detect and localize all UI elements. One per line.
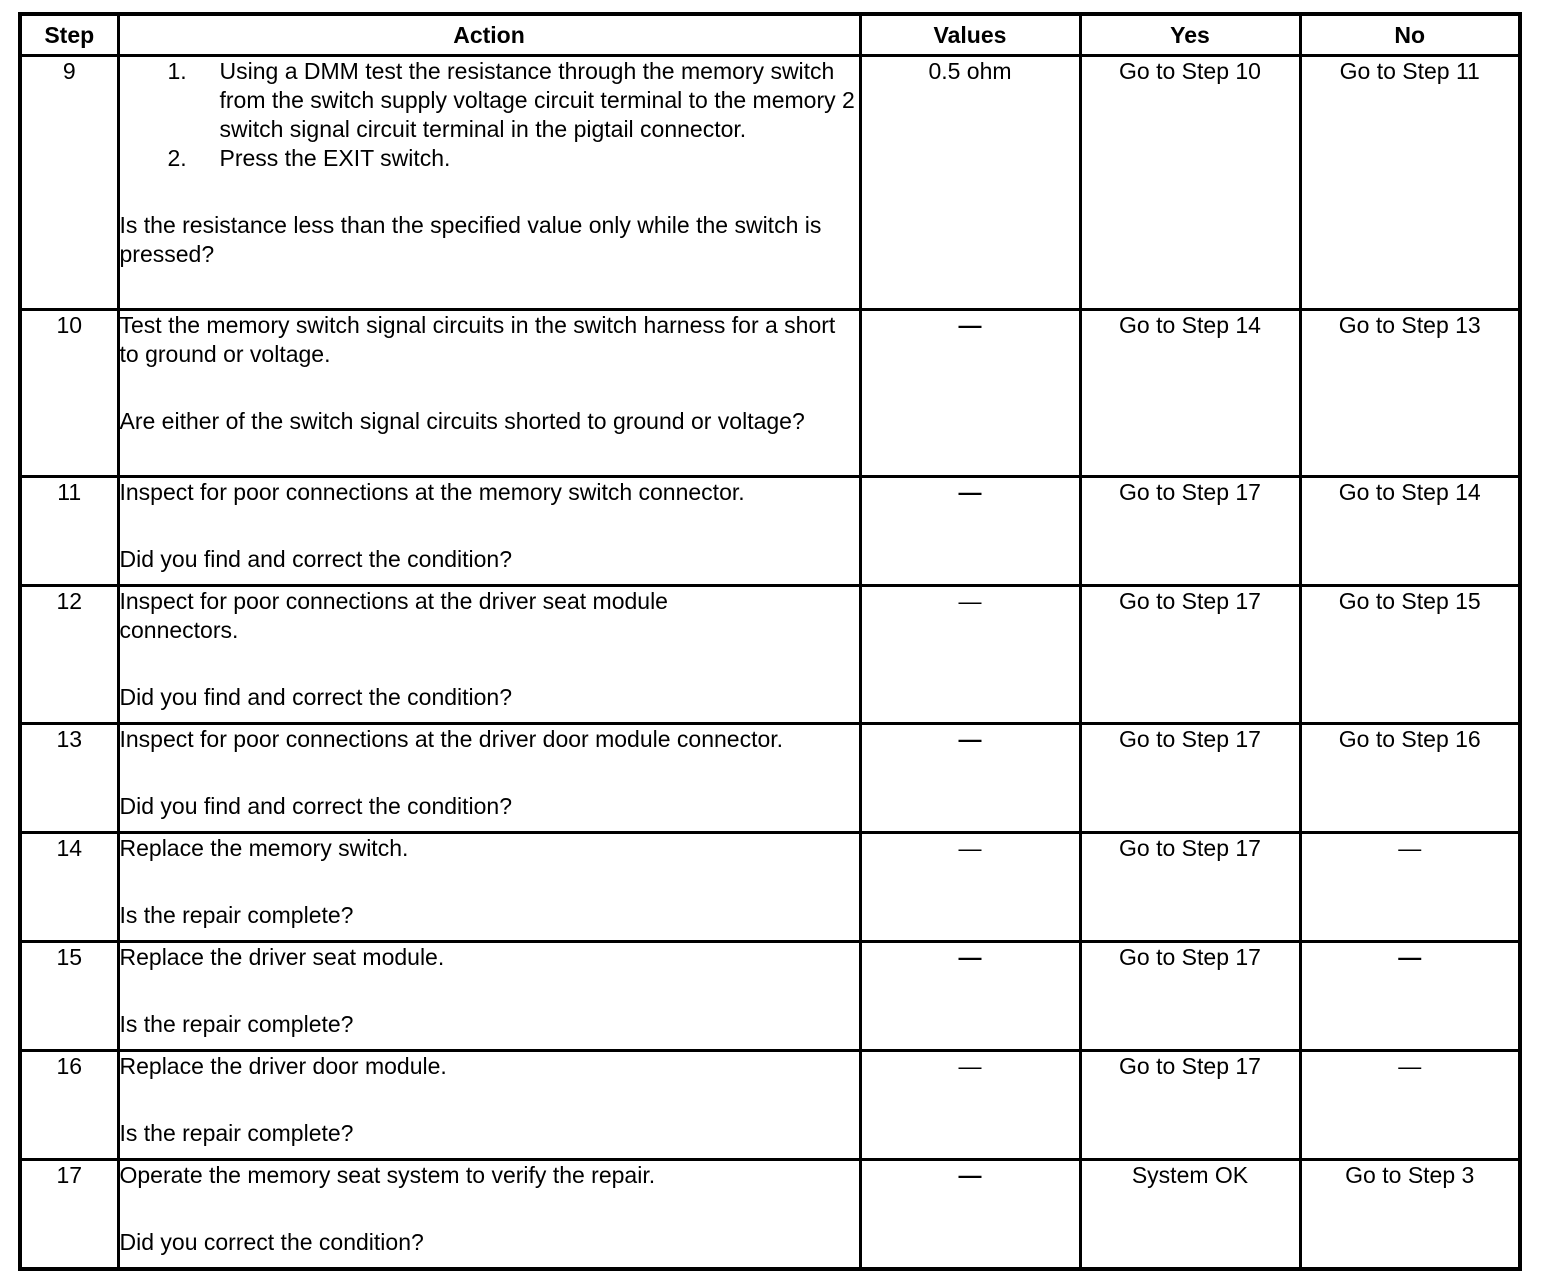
- action-text: Replace the driver seat module.: [119, 944, 445, 970]
- value-cell: —: [860, 477, 1080, 586]
- yes-cell: Go to Step 10: [1080, 56, 1300, 310]
- action-cell: [118, 56, 860, 310]
- no-cell: Go to Step 11: [1300, 56, 1520, 310]
- step-number: 17: [20, 1160, 118, 1269]
- value-cell: —: [860, 1160, 1080, 1269]
- action-question: Did you correct the condition?: [119, 1229, 424, 1255]
- yes-cell: Go to Step 17: [1080, 833, 1300, 942]
- list-item: [120, 57, 859, 144]
- action-question: Did you find and correct the condition?: [119, 546, 513, 572]
- action-text: Replace the memory switch.: [119, 835, 409, 861]
- step-number: 10: [20, 310, 118, 477]
- list-item: [120, 144, 859, 173]
- action-question: Is the resistance less than the specified value only while the switch is pressed?: [119, 212, 822, 267]
- step-number: 11: [20, 477, 118, 586]
- value-cell: 0.5 ohm: [860, 56, 1080, 310]
- value-cell: —: [860, 586, 1080, 724]
- action-steps-list: [120, 57, 859, 173]
- step-number: 15: [20, 942, 118, 1051]
- header-yes: Yes: [1080, 14, 1300, 56]
- yes-cell: Go to Step 14: [1080, 310, 1300, 477]
- table-row: [20, 724, 1520, 833]
- action-text: Inspect for poor connections at the driver door module connector.: [119, 726, 784, 752]
- list-item-text: Press the EXIT switch.: [219, 145, 451, 171]
- yes-cell: Go to Step 17: [1080, 477, 1300, 586]
- action-question: Is the repair complete?: [119, 902, 354, 928]
- action-text: Replace the driver door module.: [119, 1053, 447, 1079]
- no-cell: Go to Step 15: [1300, 586, 1520, 724]
- no-cell: Go to Step 14: [1300, 477, 1520, 586]
- action-cell: [118, 724, 860, 833]
- action-cell: [118, 942, 860, 1051]
- table-row: [20, 310, 1520, 477]
- table-row: [20, 56, 1520, 310]
- action-text: Inspect for poor connections at the driver seat module connectors.: [119, 588, 668, 643]
- table-row: [20, 942, 1520, 1051]
- yes-cell: Go to Step 17: [1080, 724, 1300, 833]
- action-question: Did you find and correct the condition?: [119, 684, 513, 710]
- value-cell: —: [860, 942, 1080, 1051]
- table-row: [20, 1051, 1520, 1160]
- step-number: 13: [20, 724, 118, 833]
- table-row: [20, 833, 1520, 942]
- step-number: 12: [20, 586, 118, 724]
- action-question: Is the repair complete?: [119, 1120, 354, 1146]
- no-cell: Go to Step 13: [1300, 310, 1520, 477]
- table-row: [20, 1160, 1520, 1269]
- action-question: Is the repair complete?: [119, 1011, 354, 1037]
- action-text: Inspect for poor connections at the memory switch connector.: [119, 479, 745, 505]
- value-cell: —: [860, 1051, 1080, 1160]
- step-number: 16: [20, 1051, 118, 1160]
- action-text: Operate the memory seat system to verify the repair.: [119, 1162, 656, 1188]
- diagnostic-table: [18, 12, 1522, 1271]
- yes-cell: Go to Step 17: [1080, 942, 1300, 1051]
- action-question: Did you find and correct the condition?: [119, 793, 513, 819]
- action-cell: [118, 1051, 860, 1160]
- table-row: [20, 477, 1520, 586]
- step-number: 14: [20, 833, 118, 942]
- no-cell: Go to Step 3: [1300, 1160, 1520, 1269]
- no-cell: —: [1300, 942, 1520, 1051]
- value-cell: —: [860, 310, 1080, 477]
- value-cell: —: [860, 833, 1080, 942]
- list-item-number: 1.: [167, 58, 187, 84]
- yes-cell: Go to Step 17: [1080, 1051, 1300, 1160]
- value-cell: —: [860, 724, 1080, 833]
- header-action: Action: [118, 14, 860, 56]
- header-values: Values: [860, 14, 1080, 56]
- action-cell: [118, 833, 860, 942]
- no-cell: Go to Step 16: [1300, 724, 1520, 833]
- action-text: Test the memory switch signal circuits in the switch harness for a short to ground or voltage.: [119, 312, 836, 367]
- list-item-number: 2.: [167, 145, 187, 171]
- action-cell: [118, 477, 860, 586]
- header-step: Step: [20, 14, 118, 56]
- yes-cell: System OK: [1080, 1160, 1300, 1269]
- yes-cell: Go to Step 17: [1080, 586, 1300, 724]
- table-row: [20, 586, 1520, 724]
- step-number: 9: [20, 56, 118, 310]
- header-row: [20, 14, 1520, 56]
- action-cell: [118, 310, 860, 477]
- action-question: Are either of the switch signal circuits shorted to ground or voltage?: [119, 408, 805, 434]
- header-no: No: [1300, 14, 1520, 56]
- no-cell: —: [1300, 833, 1520, 942]
- list-item-text: Using a DMM test the resistance through the memory switch from the switch supply voltage circuit terminal to the memory 2 switch signal circuit terminal in the pigtail connector.: [219, 58, 855, 142]
- action-cell: [118, 586, 860, 724]
- no-cell: —: [1300, 1051, 1520, 1160]
- action-cell: [118, 1160, 860, 1269]
